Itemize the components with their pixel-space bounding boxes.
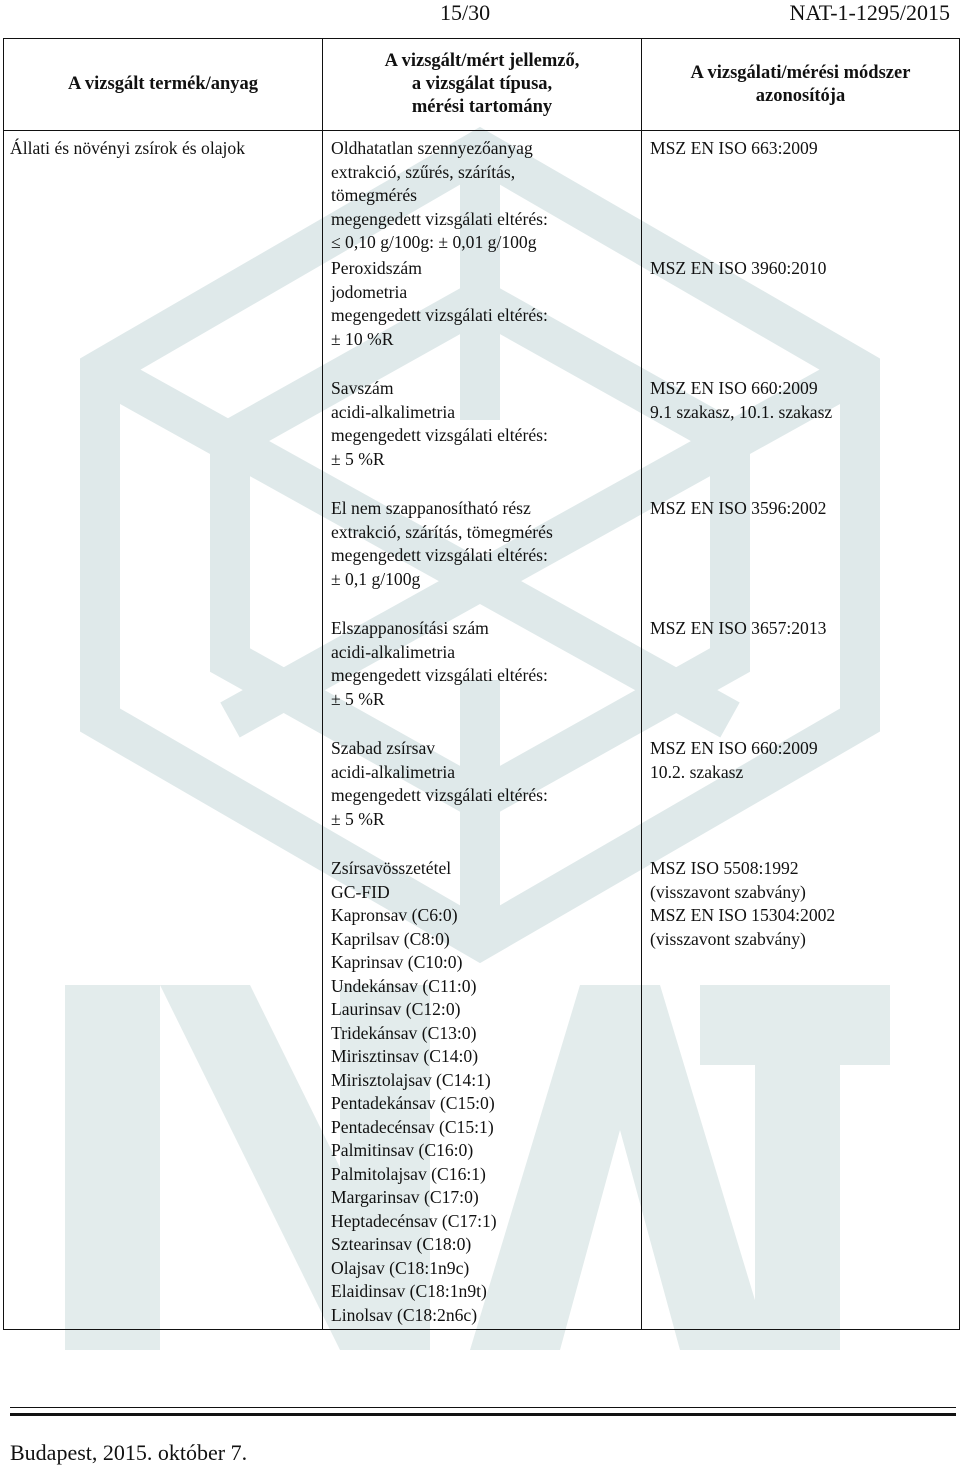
- characteristic-entry: [323, 251, 641, 371]
- method-line: MSZ EN ISO 660:2009: [650, 738, 818, 758]
- fatty-acid-item: Laurinsav (C12:0): [331, 999, 461, 1019]
- characteristic-cell: [323, 131, 642, 1330]
- fatty-acid-item: Margarinsav (C17:0): [331, 1187, 479, 1207]
- method-entry: [642, 851, 959, 971]
- characteristic-line: megengedett vizsgálati eltérés:: [331, 425, 548, 445]
- fatty-acid-item: Kapronsav (C6:0): [331, 905, 458, 925]
- method-line: 10.2. szakasz: [650, 761, 744, 782]
- characteristic-line: ± 5 %R: [331, 808, 385, 829]
- product-cell: [4, 131, 323, 1330]
- characteristic-line: Szabad zsírsav: [331, 738, 436, 758]
- characteristic-entry: [323, 851, 641, 1329]
- footer-place-date: Budapest, 2015. október 7.: [10, 1440, 248, 1465]
- characteristic-line: Elszappanosítási szám: [331, 618, 489, 638]
- characteristic-line: megengedett vizsgálati eltérés:: [331, 785, 548, 805]
- method-cell: [642, 131, 960, 1330]
- method-line: MSZ ISO 5508:1992: [650, 858, 799, 878]
- characteristic-line: Zsírsavösszetétel: [331, 858, 452, 878]
- fatty-acid-item: Kaprilsav (C8:0): [331, 928, 450, 949]
- footer-rule-thin: [10, 1407, 956, 1408]
- fatty-acid-item: Olajsav (C18:1n9c): [331, 1257, 470, 1278]
- method-entry: [642, 371, 959, 491]
- method-line: 9.1 szakasz, 10.1. szakasz: [650, 401, 833, 422]
- characteristic-entry: [323, 731, 641, 851]
- method-line: (visszavont szabvány): [650, 881, 806, 902]
- table-header-row: [4, 39, 960, 131]
- characteristic-line: megengedett vizsgálati eltérés:: [331, 305, 548, 325]
- method-entry: [642, 731, 959, 851]
- characteristic-entry: [323, 611, 641, 731]
- method-entry: [642, 131, 959, 251]
- characteristic-entry: [323, 131, 641, 251]
- characteristic-line: ± 5 %R: [331, 448, 385, 469]
- method-entry: [642, 491, 959, 611]
- fatty-acid-item: Palmitinsav (C16:0): [331, 1140, 474, 1160]
- header-characteristic-line: a vizsgálat típusa,: [411, 74, 553, 94]
- header-method-line: azonosítója: [755, 85, 846, 106]
- fatty-acid-item: Sztearinsav (C18:0): [331, 1234, 472, 1254]
- characteristic-entry: [323, 371, 641, 491]
- characteristic-entry: [323, 491, 641, 611]
- header-characteristic-line: mérési tartomány: [411, 97, 553, 117]
- header-product: [4, 39, 323, 131]
- characteristic-line: acidi-alkalimetria: [331, 401, 456, 422]
- method-line: MSZ EN ISO 3596:2002: [650, 498, 827, 518]
- characteristic-line: tömegmérés: [331, 185, 417, 205]
- characteristic-line: ≤ 0,10 g/100g: ± 0,01 g/100g: [331, 232, 537, 252]
- table-row: [4, 131, 960, 1330]
- document-id: NAT-1-1295/2015: [789, 0, 950, 25]
- fatty-acid-item: Mirisztolajsav (C14:1): [331, 1069, 491, 1090]
- characteristic-line: megengedett vizsgálati eltérés:: [331, 208, 548, 229]
- characteristic-line: extrakció, szárítás, tömegmérés: [331, 521, 553, 542]
- characteristic-line: Savszám: [331, 378, 394, 398]
- characteristic-line: ± 10 %R: [331, 328, 394, 349]
- characteristic-line: acidi-alkalimetria: [331, 641, 456, 662]
- characteristic-line: ± 5 %R: [331, 688, 385, 709]
- method-entry: [642, 611, 959, 731]
- footer-rule-thick: [10, 1413, 956, 1416]
- method-line: MSZ EN ISO 660:2009: [650, 378, 818, 398]
- fatty-acid-item: Mirisztinsav (C14:0): [331, 1046, 479, 1066]
- page-number: 15/30: [440, 0, 491, 25]
- method-line: (visszavont szabvány): [650, 928, 806, 949]
- header-method-line: A vizsgálati/mérési módszer: [690, 62, 911, 83]
- fatty-acid-item: Undekánsav (C11:0): [331, 975, 477, 996]
- fatty-acid-item: Palmitolajsav (C16:1): [331, 1163, 486, 1184]
- characteristic-line: megengedett vizsgálati eltérés:: [331, 545, 548, 565]
- accreditation-scope-table: [3, 38, 960, 1330]
- fatty-acid-item: Kaprinsav (C10:0): [331, 952, 463, 972]
- characteristic-line: acidi-alkalimetria: [331, 761, 456, 782]
- header-characteristic-line: A vizsgált/mért jellemző,: [384, 51, 580, 71]
- characteristic-line: jodometria: [331, 281, 408, 302]
- page-header: [0, 0, 960, 30]
- header-method: [642, 39, 960, 131]
- characteristic-line: extrakció, szűrés, szárítás,: [331, 161, 516, 182]
- characteristic-line: El nem szappanosítható rész: [331, 498, 531, 518]
- method-line: MSZ EN ISO 3960:2010: [650, 258, 827, 278]
- fatty-acid-item: Pentadekánsav (C15:0): [331, 1093, 495, 1113]
- header-characteristic: [323, 39, 642, 131]
- header-product-line: A vizsgált termék/anyag: [67, 74, 259, 94]
- characteristic-line: GC-FID: [331, 881, 390, 902]
- method-line: MSZ EN ISO 663:2009: [650, 138, 818, 158]
- fatty-acid-item: Elaidinsav (C18:1n9t): [331, 1281, 487, 1301]
- fatty-acid-item: Heptadecénsav (C17:1): [331, 1210, 497, 1231]
- characteristic-line: Oldhatatlan szennyezőanyag: [331, 138, 533, 158]
- fatty-acid-item: Tridekánsav (C13:0): [331, 1022, 477, 1043]
- fatty-acid-item: Pentadecénsav (C15:1): [331, 1116, 494, 1137]
- method-entry: [642, 251, 959, 371]
- method-line: MSZ EN ISO 3657:2013: [650, 618, 827, 638]
- characteristic-line: ± 0,1 g/100g: [331, 568, 421, 589]
- characteristic-line: Peroxidszám: [331, 258, 422, 278]
- method-line: MSZ EN ISO 15304:2002: [650, 905, 836, 925]
- fatty-acid-item: Linolsav (C18:2n6c): [331, 1304, 478, 1325]
- characteristic-line: megengedett vizsgálati eltérés:: [331, 665, 548, 685]
- product-name: Állati és növényi zsírok és olajok: [10, 138, 246, 158]
